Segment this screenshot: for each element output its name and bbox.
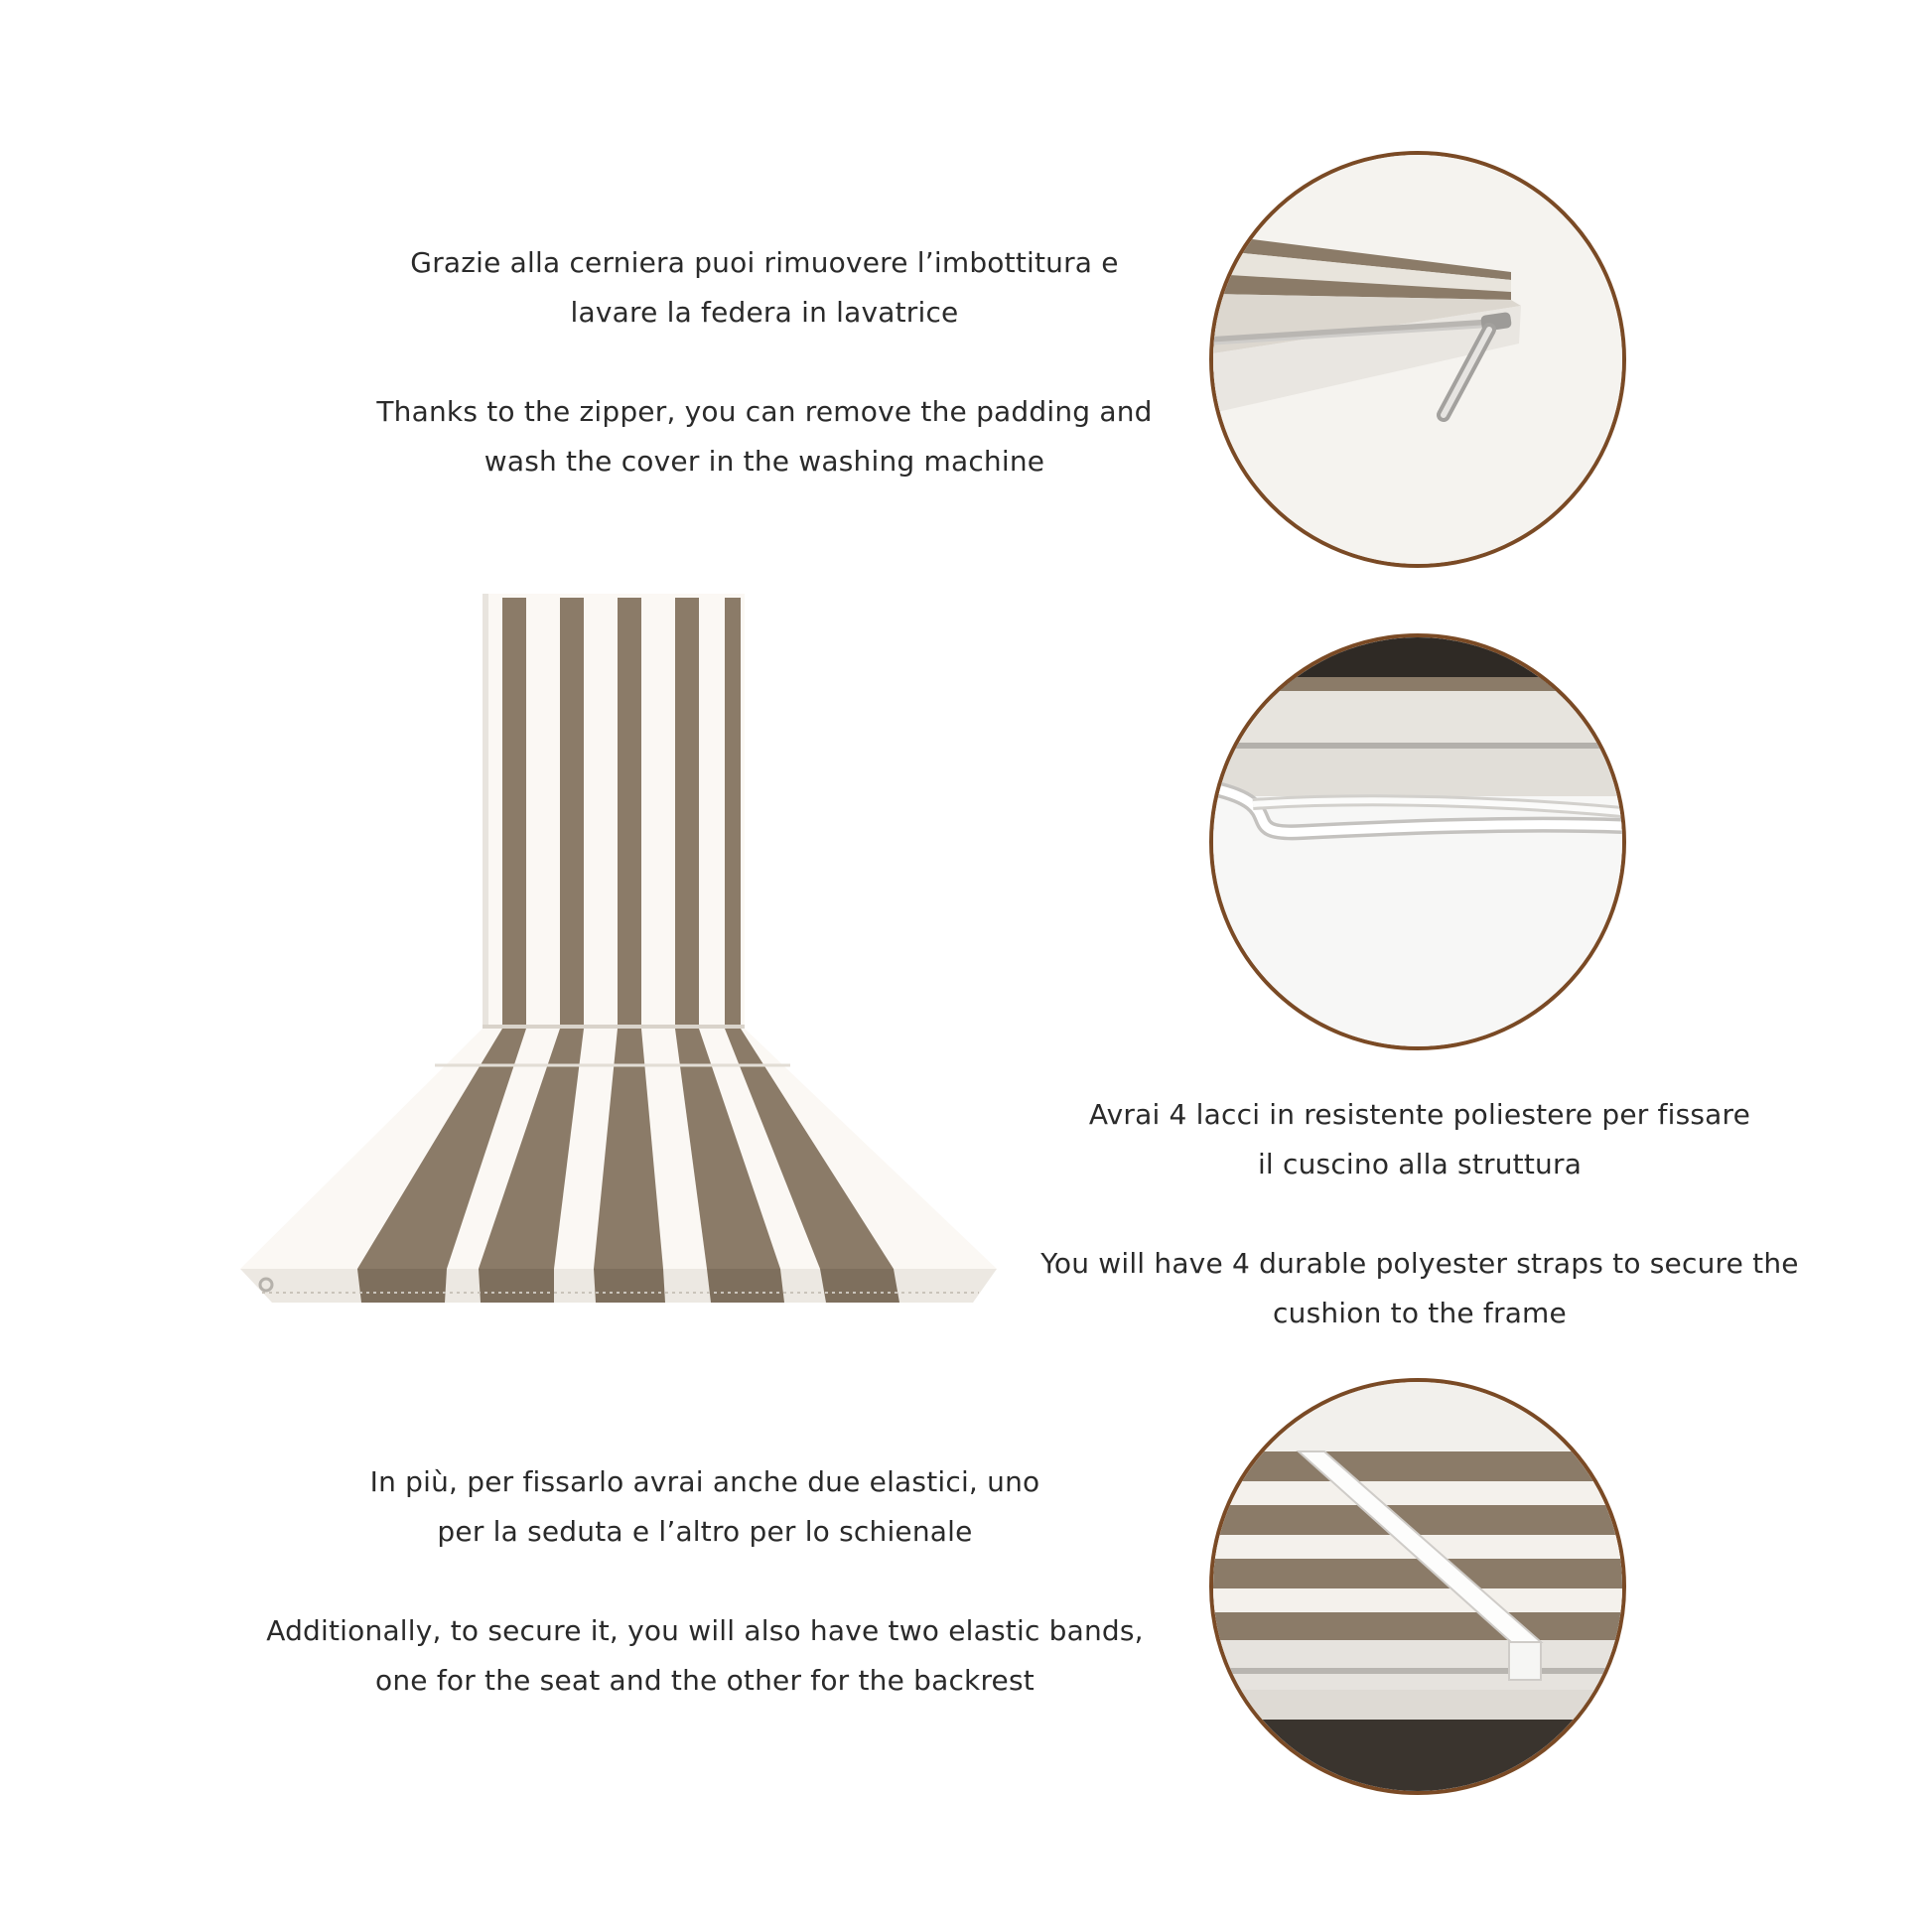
straps-text-it-1: Avrai 4 lacci in resistente poliestere per fissare xyxy=(1088,1098,1751,1131)
straps-text xyxy=(983,1090,1857,1338)
straps-detail-image xyxy=(1209,633,1626,1050)
elastic-text-en-2: one for the seat and the other for the backrest xyxy=(375,1664,1035,1697)
zipper-detail-image xyxy=(1209,151,1626,568)
zipper-text-it-2: lavare la federa in lavatrice xyxy=(570,296,959,329)
zipper-text-it-1: Grazie alla cerniera puoi rimuovere l’imbottitura e xyxy=(410,246,1119,279)
elastic-text-en-1: Additionally, to secure it, you will also have two elastic bands, xyxy=(266,1614,1144,1647)
elastic-text-it-1: In più, per fissarlo avrai anche due elastici, uno xyxy=(369,1465,1040,1498)
elastic-text xyxy=(208,1457,1201,1706)
straps-text-en-1: You will have 4 durable polyester straps to secure the xyxy=(1040,1247,1799,1280)
zipper-text-en-2: wash the cover in the washing machine xyxy=(483,445,1045,478)
elastic-detail-image xyxy=(1209,1378,1626,1795)
lounger-cushion-image xyxy=(232,594,1036,1311)
zipper-text xyxy=(328,238,1201,486)
straps-text-it-2: il cuscino alla struttura xyxy=(1257,1148,1583,1180)
straps-text-en-2: cushion to the frame xyxy=(1273,1297,1567,1329)
zipper-text-en-1: Thanks to the zipper, you can remove the padding and xyxy=(376,395,1153,428)
elastic-text-it-2: per la seduta e l’altro per lo schienale xyxy=(437,1515,973,1548)
